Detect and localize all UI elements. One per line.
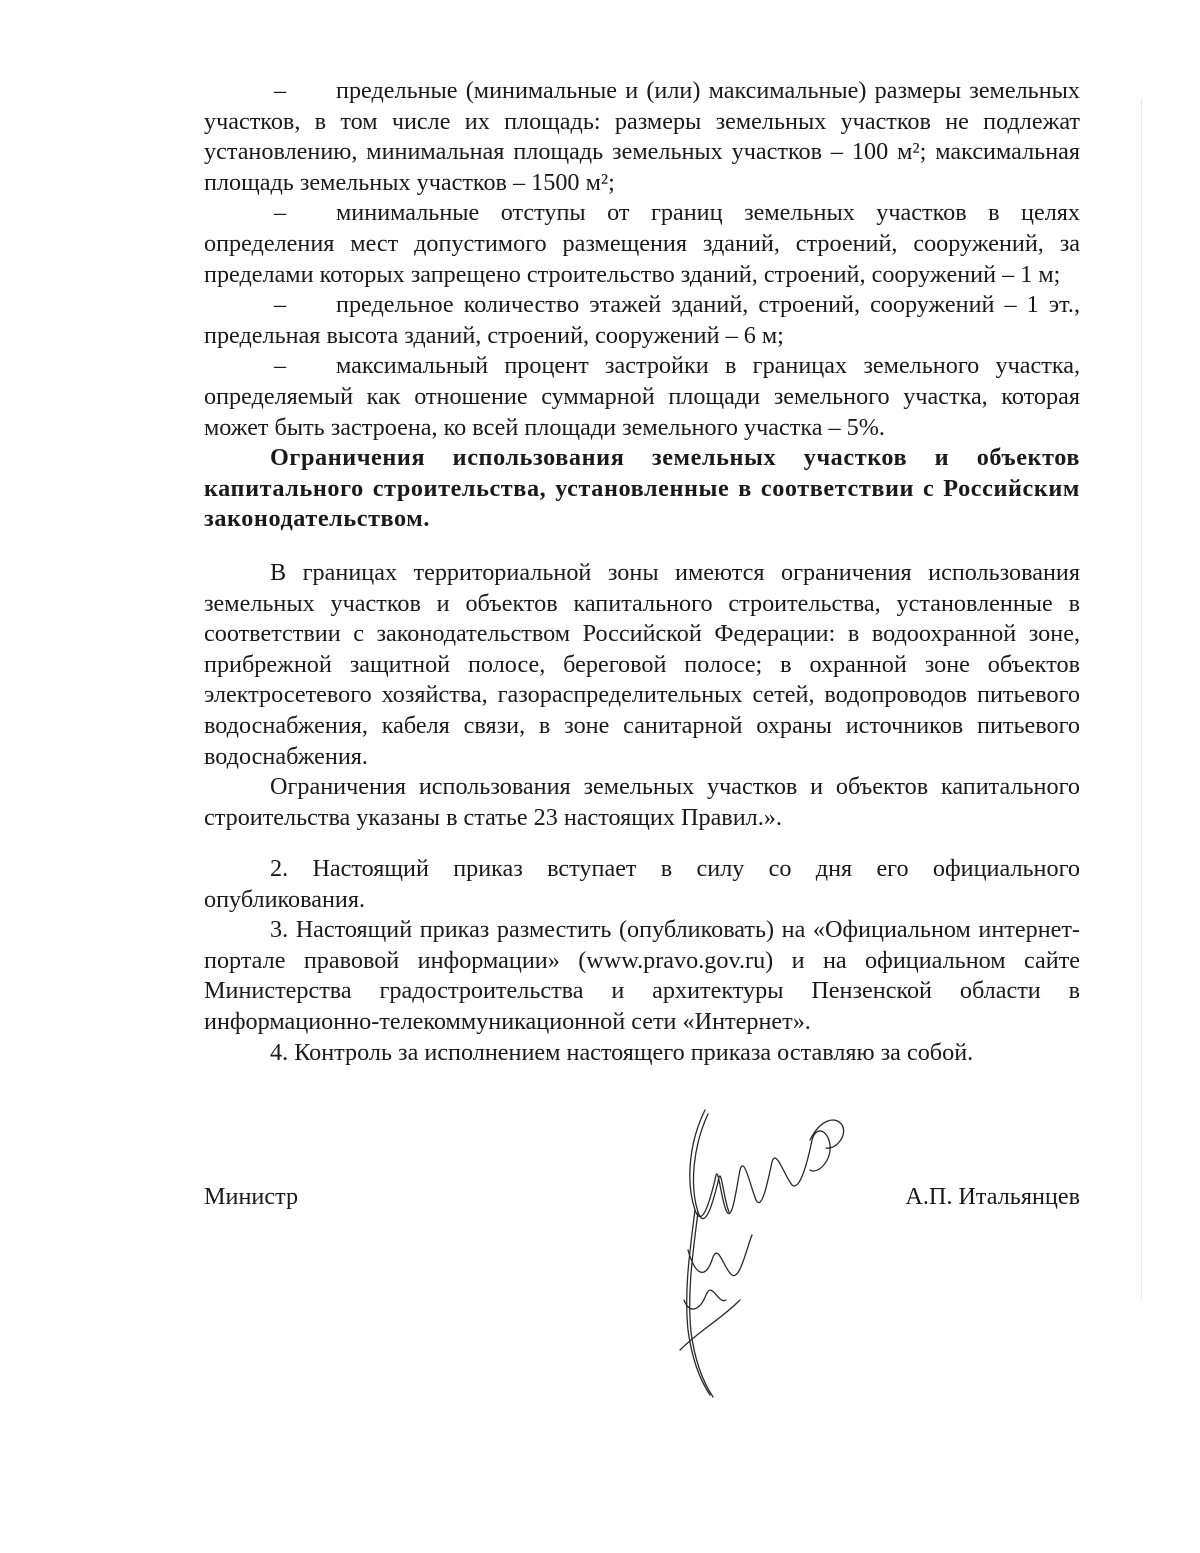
list-item-text: предельные (минимальные и (или) максимальные) размеры земельных участков, в том числе их площадь: размеры земельных участков не подлежат установлению, минимальная площадь земельных участков – 100 м²; максимальная площадь земельных участков – 1500 м²; xyxy=(204,77,1080,196)
handwritten-signature xyxy=(660,1100,860,1400)
clause-effective-date: 2. Настоящий приказ вступает в силу со дня его официального опубликования. xyxy=(204,855,1080,913)
article-reference-paragraph: Ограничения использования земельных участков и объектов капитального строительства указаны в статье 23 настоящих Правил.». xyxy=(204,773,1080,831)
list-item-floors xyxy=(204,290,1080,351)
clause-publication: 3. Настоящий приказ разместить (опубликовать) на «Официальном интернет-портале правовой информации» (www.pravo.gov.ru) и на официальном сайте Министерства градостроительства и архитектуры Пензенской области в информационно-телекоммуникационной сети «Интернет». xyxy=(204,916,1080,1035)
zone-restrictions-paragraph: В границах территориальной зоны имеются ограничения использования земельных участков и объектов капитального строительства, установленные в соответствии с законодательством Российской Федерации: в водоохранной зоне, прибрежной защитной полосе, береговой полосе; в охранной зоне объектов электросетевого хозяйства, газораспределительных сетей, водопроводов питьевого водоснабжения, кабеля связи, в зоне санитарной охраны источников питьевого водоснабжения. xyxy=(204,559,1080,770)
signatory-name: А.П. Итальянцев xyxy=(905,1183,1080,1210)
parameters-list xyxy=(204,76,1080,535)
list-item-text: предельное количество этажей зданий, строений, сооружений – 1 эт., предельная высота зданий, строений, сооружений – 6 м; xyxy=(204,291,1080,349)
list-item-text: максимальный процент застройки в границах земельного участка, определяемый как отношение суммарной площади земельного участка, которая может быть застроена, ко всей площади земельного участка – 5%. xyxy=(204,352,1080,441)
restrictions-heading: Ограничения использования земельных участков и объектов капитального строительства, установленные в соответствии с Российским законодательством. xyxy=(204,444,1080,533)
list-dash: – xyxy=(274,291,287,319)
order-clauses xyxy=(204,854,1080,1068)
restrictions-section xyxy=(204,558,1080,833)
list-dash: – xyxy=(274,199,287,227)
scan-edge xyxy=(1140,100,1142,1300)
list-item-setbacks xyxy=(204,198,1080,290)
list-item-text: минимальные отступы от границ земельных участков в целях определения мест допустимого размещения зданий, строений, сооружений, за пределами которых запрещено строительство зданий, строений, сооружений – 1 м; xyxy=(204,199,1080,288)
list-dash: – xyxy=(274,352,287,380)
clause-control: 4. Контроль за исполнением настоящего приказа оставляю за собой. xyxy=(270,1038,974,1066)
list-dash: – xyxy=(274,77,287,104)
signatory-title: Министр xyxy=(204,1183,299,1210)
list-item-plot-size xyxy=(204,76,1080,198)
list-item-coverage xyxy=(204,351,1080,443)
